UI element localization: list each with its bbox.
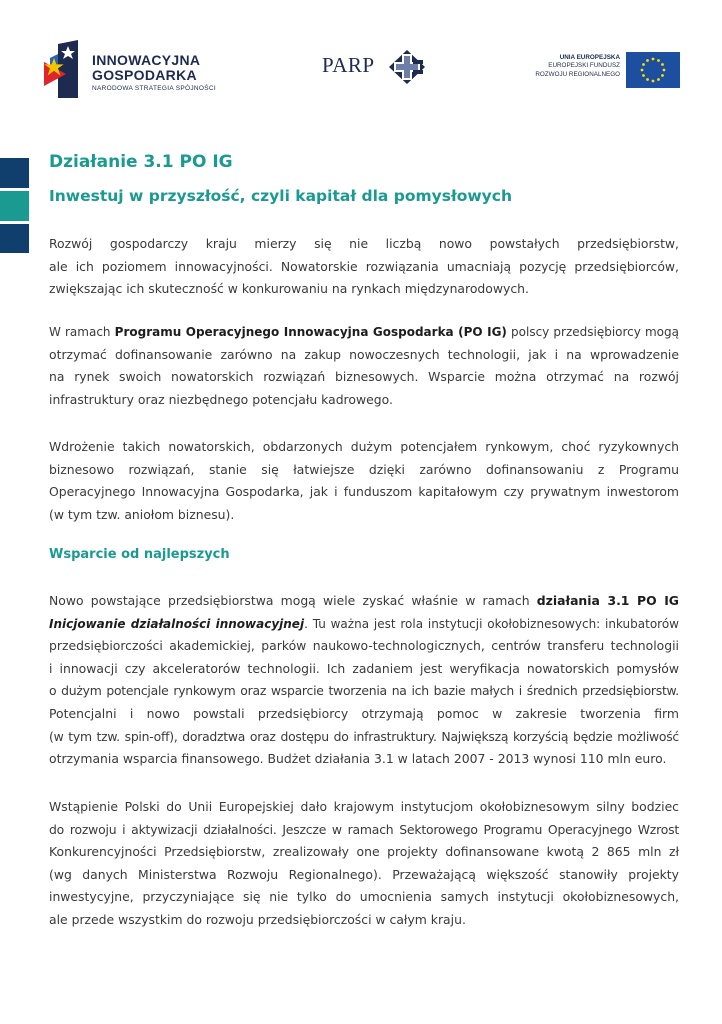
- text-line: i innowacji czy akceleratorów technologii. Ich zadaniem jest weryfikacja nowatorskich pomysłów: [49, 660, 679, 676]
- text-line: (wg danych Ministerstwa Rozwoju Regionalnego). Przeważającą większość stanowiły projekty: [49, 866, 679, 882]
- text-line: Wstąpienie Polski do Unii Europejskiej dało krajowym instytucjom okołobiznesowym silny bodziec: [49, 799, 679, 814]
- paragraph-1: [49, 233, 679, 301]
- ig-logo-mark-icon: [44, 40, 90, 98]
- innowacyjna-gospodarka-logo: [44, 40, 244, 98]
- eu-logo-line2: EUROPEJSKI FUNDUSZ: [548, 62, 620, 70]
- text-line: Inicjowanie działalności innowacyjnej. Tu ważna jest rola instytucji okołobiznesowych: inkubatorów: [49, 616, 679, 631]
- side-bar-teal: [0, 191, 29, 221]
- paragraph-2: [49, 321, 679, 411]
- text-line: Nowo powstające przedsiębiorstwa mogą wiele zyskać właśnie w ramach działania 3.1 PO IG: [49, 593, 679, 608]
- paragraph-3: [49, 436, 679, 526]
- text-line: przedsiębiorczości akademickiej, parków naukowo-technologicznych, centrów transferu technologii: [49, 638, 679, 654]
- paragraph-5: [49, 796, 679, 932]
- side-bar-navy-top: [0, 158, 29, 188]
- parp-logo-mark-icon: [389, 50, 425, 84]
- text-line: do rozwoju i aktywizacji działalności. Jeszcze w ramach Sektorowego Programu Operacyjnego Wzrost: [49, 821, 679, 837]
- ig-logo-line3: NARODOWA STRATEGIA SPÓJNOŚCI: [92, 85, 216, 92]
- text-line: ale przede wszystkim do rozwoju przedsiębiorczości w całym kraju.: [49, 911, 466, 927]
- text-line: Wdrożenie takich nowatorskich, obdarzonych dużym potencjałem rynkowym, choć ryzykownych: [49, 439, 679, 454]
- text-line: o dużym potencjale rynkowym oraz wsparcie tworzenia na ich bazie małych i średnich przedsiębiorstw.: [49, 683, 679, 699]
- text-line: zwiększając ich skuteczność w konkurowaniu na rynkach międzynarodowych.: [49, 281, 529, 297]
- eu-logo-line1: UNIA EUROPEJSKA: [559, 54, 620, 61]
- text-line: otrzymania wsparcia finansowego. Budżet działania 3.1 w latach 2007 - 2013 wynosi 110 mln euro.: [49, 751, 667, 767]
- eu-logo: [526, 52, 680, 88]
- paragraph-4: [49, 590, 679, 771]
- parp-logo: [322, 50, 428, 84]
- side-bar-navy-bottom: [0, 224, 29, 253]
- ig-logo-line1: INNOWACYJNA: [92, 52, 201, 68]
- action-name: działania 3.1 PO IG: [536, 593, 679, 608]
- ig-logo-line2: GOSPODARKA: [92, 67, 197, 83]
- text-line: infrastruktury oraz niezbędnego potencjału kadrowego.: [49, 391, 393, 407]
- text-line: (w tym tzw. aniołom biznesu).: [49, 506, 235, 522]
- text-line: (w tym tzw. spin-off), doradztwa oraz dostępu do infrastruktury. Największą korzyścią będzie możliwość: [49, 728, 679, 744]
- parp-logo-text: PARP: [322, 53, 375, 77]
- program-name: Programu Operacyjnego Innowacyjna Gospodarka (PO IG): [114, 325, 507, 339]
- section-heading: Wsparcie od najlepszych: [49, 547, 230, 562]
- text-line: inwestycyjne, przyczyniające się nie tylko do umocnienia samych instytucji okołobiznesowych,: [49, 889, 679, 905]
- page-title: Działanie 3.1 PO IG: [49, 152, 233, 172]
- eu-logo-line3: ROZWOJU REGIONALNEGO: [535, 70, 620, 78]
- eu-flag-icon: [626, 52, 680, 88]
- text-line: biznesowo rozwiązań, stanie się łatwiejsze dzięki zarówno dofinansowaniu z Programu: [49, 461, 679, 477]
- text-line: ale ich poziomem innowacyjności. Nowatorskie rozwiązania umacniają pozycję przedsiębiorców,: [49, 258, 679, 274]
- text-line: otrzymać dofinansowanie zarówno na zakup nowoczesnych technologii, jak i na wprowadzenie: [49, 346, 679, 362]
- text-line: Rozwój gospodarczy kraju mierzy się nie liczbą nowo powstałych przedsiębiorstw,: [49, 236, 679, 251]
- text-line: Potencjalni i nowo powstali przedsiębiorcy otrzymają pomoc w zakresie tworzenia firm: [49, 705, 679, 721]
- text-line: W ramach Programu Operacyjnego Innowacyjna Gospodarka (PO IG) polscy przedsiębiorcy mogą: [49, 325, 679, 339]
- text-line: Operacyjnego Innowacyjna Gospodarka, jak i funduszom kapitałowym czy prywatnym inwestorom: [49, 484, 679, 500]
- text-line: Konkurencyjności Przedsiębiorstw, zrealizowały one projekty dofinansowane kwotą 2 865 mln zł: [49, 844, 679, 860]
- page-subtitle: Inwestuj w przyszłość, czyli kapitał dla pomysłowych: [49, 187, 513, 205]
- text-line: na rynek swoich nowatorskich rozwiązań biznesowych. Wsparcie można otrzymać na rozwój: [49, 369, 679, 385]
- action-title: Inicjowanie działalności innowacyjnej: [49, 616, 305, 631]
